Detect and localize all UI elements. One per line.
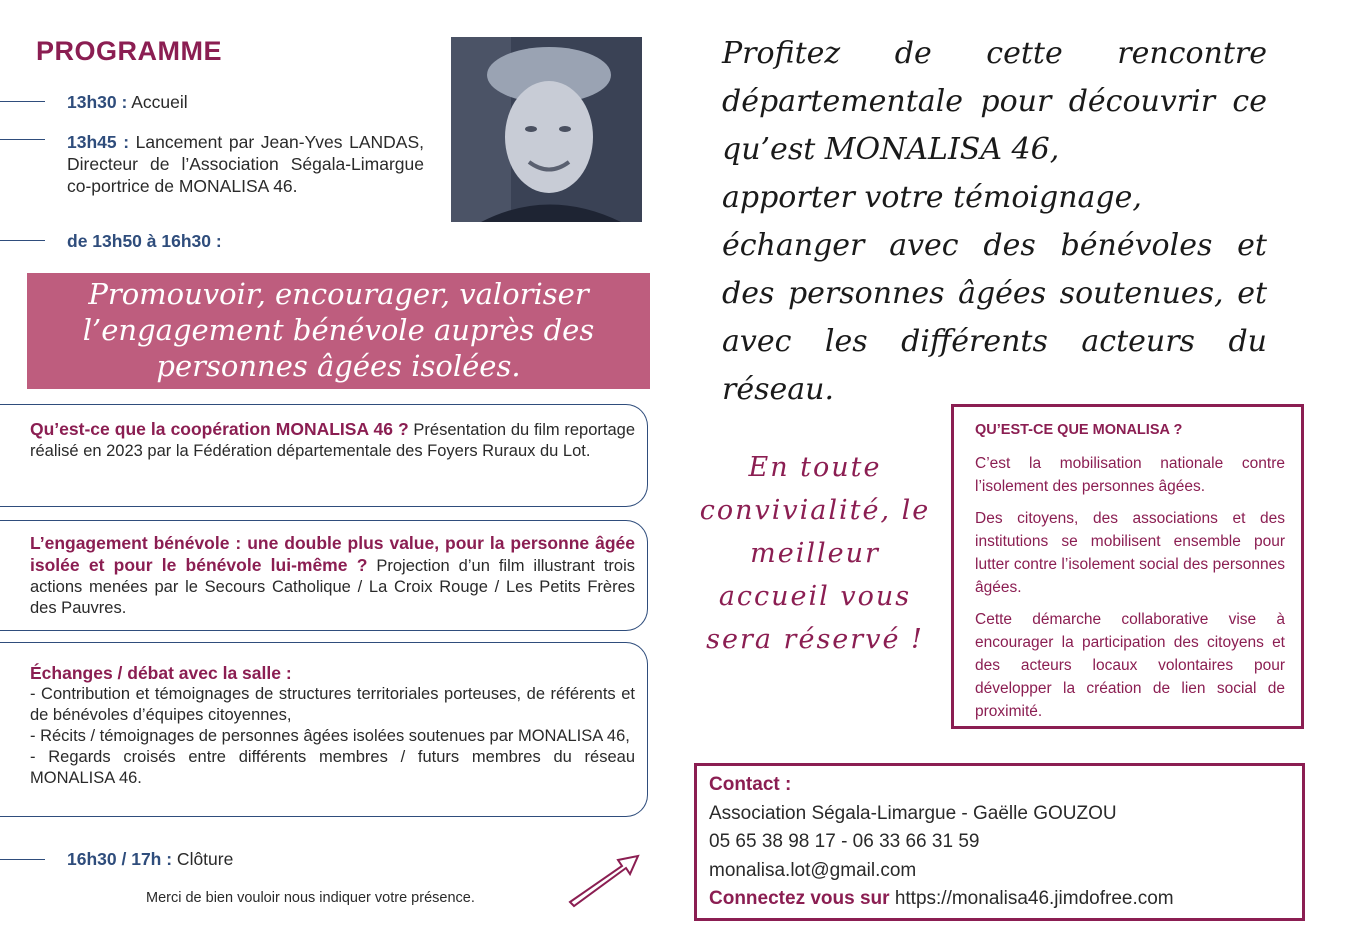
programme-title: PROGRAMME [36, 36, 222, 66]
schedule-item-2 [67, 131, 424, 197]
schedule-time: 13h45 : [67, 132, 130, 152]
intro-line: apporter votre témoignage, [722, 180, 1142, 215]
portrait-illustration [451, 37, 642, 222]
schedule-time: 16h30 / 17h : [67, 849, 173, 869]
schedule-text: Accueil [127, 92, 188, 112]
contact-phones[interactable]: 05 65 38 98 17 - 06 33 66 31 59 [709, 831, 980, 852]
session-line: - Contribution et témoignages de structures territoriales porteuses, de référents et de bénévoles d’équipes citoyennes, [30, 685, 635, 724]
session-text: Projection d’un film illustrant trois actions menées par le Secours Catholique / La Croix Rouge / Les Petits Frères des Pauvres. [30, 557, 635, 617]
schedule-text: Clôture [172, 849, 234, 869]
session-title: Échanges / débat avec la salle : [30, 663, 292, 683]
rsvp-note: Merci de bien vouloir nous indiquer votre présence. [146, 890, 475, 906]
portrait-photo [451, 37, 642, 222]
session-box-1 [0, 404, 648, 507]
intro-text [722, 30, 1267, 414]
schedule-time: 13h30 : [67, 92, 128, 112]
connect-label: Connectez vous sur [709, 888, 890, 909]
monalisa-info-box [951, 404, 1304, 729]
banner-headline: Promouvoir, encourager, valoriser l’engagement bénévole auprès des personnes âgées isolées. [27, 273, 650, 389]
schedule-item-1 [67, 91, 427, 113]
session-box-2 [0, 520, 648, 631]
info-title: QU’EST-CE QUE MONALISA ? [975, 422, 1183, 438]
timeline-rule [0, 139, 45, 140]
session-line: - Regards croisés entre différents membres / futurs membres du réseau MONALISA 46. [30, 748, 635, 787]
contact-email[interactable]: monalisa.lot@gmail.com [709, 859, 917, 881]
intro-line: échanger avec des bénévoles et des personnes âgées soutenues, et avec les différents acteurs du réseau. [722, 228, 1267, 407]
schedule-text: Lancement par Jean-Yves LANDAS, Directeur de l’Association Ségala-Limargue co-portrice de MONALISA 46. [67, 132, 424, 196]
contact-website [709, 885, 1302, 914]
timeline-rule [0, 240, 45, 241]
website-link[interactable]: https://monalisa46.jimdofree.com [889, 888, 1174, 909]
info-paragraph: C’est la mobilisation nationale contre l’isolement des personnes âgées. [975, 455, 1285, 495]
session-box-3 [0, 642, 648, 817]
info-paragraph: Des citoyens, des associations et des institutions se mobilisent ensemble pour lutter contre l’isolement social des personnes âgées. [975, 510, 1285, 596]
conviviality-text: En toute convivialité, le meilleur accueil vous sera réservé ! [699, 452, 931, 655]
session-text: Présentation du film reportage réalisé en 2023 par la Fédération départementale des Foyers Ruraux du Lot. [30, 421, 635, 460]
closing-item [67, 848, 367, 870]
schedule-time: de 13h50 à 16h30 : [67, 231, 222, 251]
schedule-item-3 [67, 230, 427, 252]
timeline-rule [0, 101, 45, 102]
session-title: L’engagement bénévole : une double plus value, pour la personne âgée isolée et pour le bénévole lui-même ? [30, 533, 635, 575]
session-title: Qu’est-ce que la coopération MONALISA 46 ? [30, 419, 409, 439]
session-line: - Récits / témoignages de personnes âgées isolées soutenues par MONALISA 46, [30, 727, 630, 745]
timeline-rule [0, 859, 45, 860]
arrow-icon [566, 852, 642, 908]
intro-line: Profitez de cette rencontre départementale pour découvrir ce qu’est MONALISA 46, [722, 36, 1267, 167]
info-paragraph: Cette démarche collaborative vise à encourager la participation des citoyens et des acteurs locaux volontaires pour développer la création de lien social de proximité. [975, 611, 1285, 720]
contact-box [694, 763, 1305, 921]
contact-org: Association Ségala-Limargue - Gaëlle GOUZOU [709, 802, 1117, 824]
contact-title: Contact : [709, 774, 792, 795]
